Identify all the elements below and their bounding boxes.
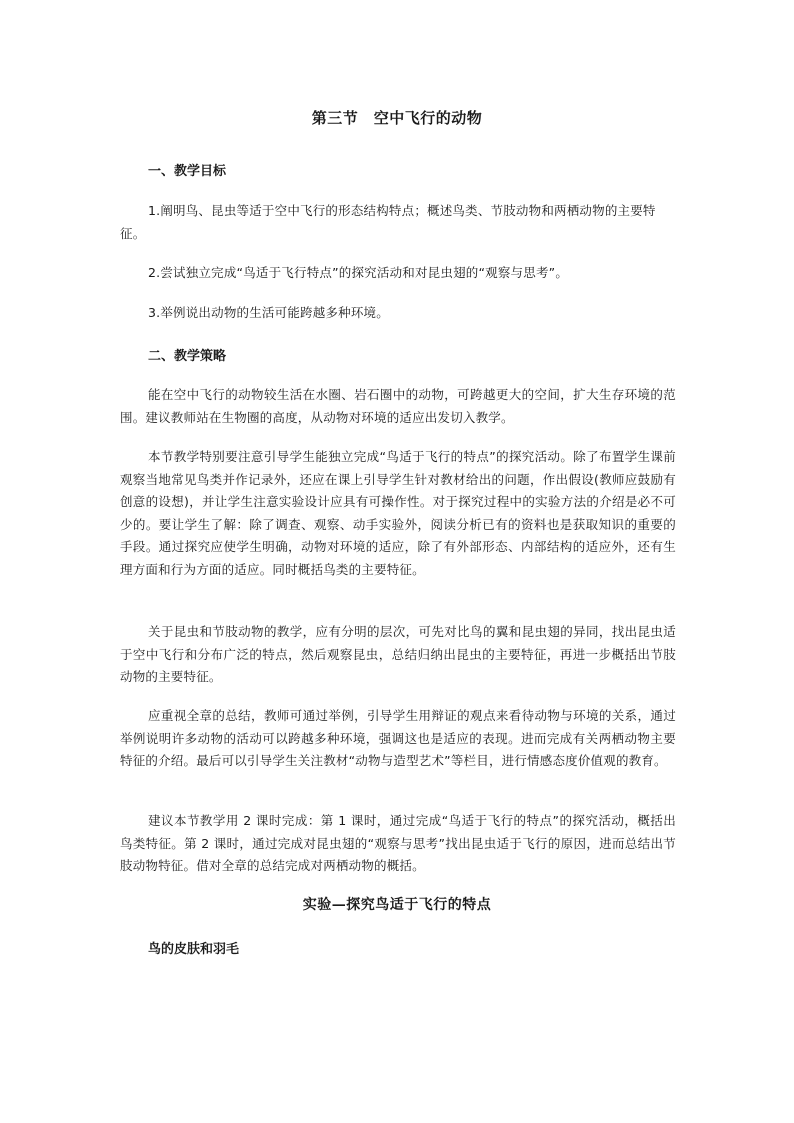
section-heading-objectives: 一、教学目标 (148, 164, 227, 179)
objective-item: 3.举例说出动物的生活可能跨越多种环境。 (148, 305, 389, 320)
strategy-paragraph: 应重视全章的总结，教师可通过举例，引导学生用辩证的观点来看待动物与环境的关系，通过举例说明许多动物的活动可以跨越多种环境，强调这也是适应的表现。进而完成有关两栖动物主要特征的介绍。最后可以引导学生关注教材“动物与造型艺术”等栏目，进行情感态度价值观的教育。 (120, 708, 676, 768)
page-title: 第三节 空中飞行的动物 (311, 109, 483, 127)
strategy-paragraph: 本节教学特别要注意引导学生能独立完成“鸟适于飞行的特点”的探究活动。除了布置学生课前观察当地常见鸟类并作记录外，还应在课上引导学生针对教材给出的问题，作出假设(教师应鼓励有创意的设想)，并让学生注意实验设计应具有可操作性。对于探究过程中的实验方法的介绍是必不可少的。要让学生了解：除了调查、观察、动手实验外，阅读分析已有的资料也是获取知识的重要的手段。通过探究应使学生明确，动物对环境的适应，除了有外部形态、内部结构的适应外，还有生理方面和行为方面的适应。同时概括鸟类的主要特征。 (120, 449, 676, 577)
objective-item: 2.尝试独立完成“鸟适于飞行特点”的探究活动和对昆虫翅的“观察与思考”。 (148, 265, 569, 280)
experiment-title: 实验—探究鸟适于飞行的特点 (302, 897, 492, 913)
strategy-paragraph: 能在空中飞行的动物较生活在水圈、岩石圈中的动物，可跨越更大的空间，扩大生存环境的范围。建议教师站在生物圈的高度，从动物对环境的适应出发切入教学。 (120, 387, 676, 425)
strategy-paragraph: 建议本节教学用 2 课时完成：第 1 课时，通过完成“鸟适于飞行的特点”的探究活动，概括出鸟类特征。第 2 课时，通过完成对昆虫翅的“观察与思考”找出昆虫适于飞行的原因，进而总结出节肢动物特征。借对全章的总结完成对两栖动物的概括。 (120, 813, 676, 873)
experiment-subheading: 鸟的皮肤和羽毛 (148, 942, 240, 957)
section-heading-strategy: 二、教学策略 (148, 349, 227, 364)
strategy-paragraph: 关于昆虫和节肢动物的教学，应有分明的层次，可先对比鸟的翼和昆虫翅的异同，找出昆虫适于空中飞行和分布广泛的特点，然后观察昆虫，总结归纳出昆虫的主要特征，再进一步概括出节肢动物的主要特征。 (120, 624, 676, 684)
objective-item: 1.阐明鸟、昆虫等适于空中飞行的形态结构特点；概述鸟类、节肢动物和两栖动物的主要特征。 (120, 203, 656, 241)
